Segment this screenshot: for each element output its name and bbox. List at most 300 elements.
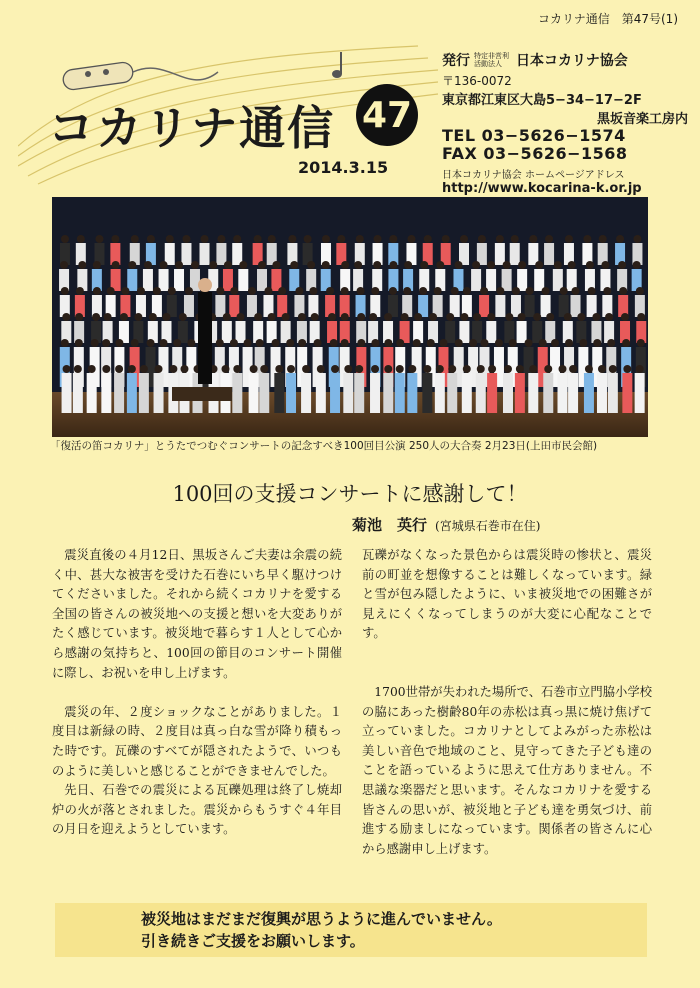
performer-head xyxy=(179,313,187,321)
performer-head xyxy=(496,287,504,295)
performer-head xyxy=(260,365,268,373)
performer-head xyxy=(463,365,471,373)
performer-head xyxy=(374,235,382,243)
performer xyxy=(238,269,248,291)
performer-head xyxy=(121,287,129,295)
performer-head xyxy=(585,365,593,373)
article-byline xyxy=(352,514,540,535)
performer-head xyxy=(93,261,101,269)
performer-head xyxy=(309,287,317,295)
performer xyxy=(154,373,164,413)
performer-head xyxy=(551,339,559,347)
performer-head xyxy=(526,287,534,295)
performer-head xyxy=(92,313,100,321)
performer-head xyxy=(529,365,537,373)
performer-head xyxy=(128,365,136,373)
performer-head xyxy=(140,365,148,373)
performer-head xyxy=(286,339,294,347)
performer-head xyxy=(525,339,533,347)
publisher-homepage-label: 日本コカリナ協会 ホームページアドレス xyxy=(442,170,625,181)
performer-head xyxy=(559,365,567,373)
performer-head xyxy=(384,339,392,347)
performer-head xyxy=(636,287,644,295)
performer xyxy=(159,269,169,291)
performer-head xyxy=(95,235,103,243)
performer-head xyxy=(162,313,170,321)
performer-head xyxy=(131,339,139,347)
performer-head xyxy=(304,235,312,243)
performer-head xyxy=(61,339,69,347)
performer-head xyxy=(451,287,459,295)
performer-head xyxy=(512,287,520,295)
performer-head xyxy=(586,261,594,269)
article-headline: 100回の支援コンサートに感謝して！ xyxy=(172,482,528,506)
performer xyxy=(528,243,538,265)
support-callout xyxy=(55,903,647,957)
performer-head xyxy=(633,261,641,269)
performer-head xyxy=(223,313,231,321)
article-column-right xyxy=(362,546,652,859)
publisher-fax: FAX 03−5626−1568 xyxy=(442,144,628,163)
callout-line: 引き続きご支援をお願いします。 xyxy=(141,932,365,950)
performer xyxy=(101,373,111,413)
performer-head xyxy=(230,287,238,295)
performer-head xyxy=(572,287,580,295)
performer-head xyxy=(384,365,392,373)
performer-head xyxy=(61,235,69,243)
performer xyxy=(184,295,194,317)
performer-head xyxy=(442,235,450,243)
performer-head xyxy=(403,287,411,295)
performer xyxy=(435,373,445,413)
performer-head xyxy=(166,235,174,243)
performer xyxy=(259,373,269,413)
performer-head xyxy=(621,313,629,321)
performer-head xyxy=(128,261,136,269)
performer-head xyxy=(480,287,488,295)
performer-head xyxy=(599,235,607,243)
performer-head xyxy=(74,365,82,373)
performer-head xyxy=(317,365,325,373)
performer-head xyxy=(478,235,486,243)
performer-head xyxy=(427,339,435,347)
performer-head xyxy=(434,287,442,295)
performer-head xyxy=(480,339,488,347)
performer-head xyxy=(414,313,422,321)
performer-head xyxy=(331,365,339,373)
performer xyxy=(274,373,284,413)
performer-head xyxy=(619,287,627,295)
performer-head xyxy=(248,287,256,295)
performer xyxy=(247,295,257,317)
performer-head xyxy=(618,261,626,269)
performer-head xyxy=(598,365,606,373)
performer-head xyxy=(373,261,381,269)
performer-head xyxy=(429,313,437,321)
performer-head xyxy=(533,313,541,321)
performer-head xyxy=(254,313,262,321)
performer xyxy=(486,269,496,291)
performer-head xyxy=(233,235,241,243)
performer xyxy=(597,373,607,413)
performer-head xyxy=(401,313,409,321)
article-column-left xyxy=(52,546,342,840)
performer xyxy=(462,373,472,413)
performer-head xyxy=(396,365,404,373)
performer-head xyxy=(237,313,245,321)
performer-head xyxy=(469,339,477,347)
performer-head xyxy=(609,365,617,373)
performer-head xyxy=(341,261,349,269)
performer-head xyxy=(282,313,290,321)
performer-head xyxy=(322,235,330,243)
performer xyxy=(216,243,226,265)
performer xyxy=(515,373,525,413)
performer-head xyxy=(341,339,349,347)
performer-head xyxy=(560,287,568,295)
kokarina-icon xyxy=(62,61,218,91)
performer-head xyxy=(62,313,70,321)
publisher-url[interactable]: http://www.kocarina-k.or.jp xyxy=(442,181,642,196)
performer-head xyxy=(592,313,600,321)
performer xyxy=(87,373,97,413)
performer xyxy=(232,373,242,413)
performer-head xyxy=(472,261,480,269)
performer-head xyxy=(60,261,68,269)
performer-head xyxy=(341,287,349,295)
performer-head xyxy=(298,313,306,321)
performer-head xyxy=(529,235,537,243)
performer xyxy=(471,269,481,291)
performer xyxy=(568,373,578,413)
performer xyxy=(534,269,544,291)
performer-head xyxy=(322,261,330,269)
performer-head xyxy=(76,287,84,295)
performer-head xyxy=(337,235,345,243)
performer xyxy=(395,373,405,413)
performer-head xyxy=(112,261,120,269)
performer-head xyxy=(107,287,115,295)
performer-head xyxy=(168,287,176,295)
performer xyxy=(622,373,632,413)
performer-head xyxy=(78,261,86,269)
performer xyxy=(543,373,553,413)
performer-head xyxy=(577,313,585,321)
performer-head xyxy=(147,339,155,347)
performer-head xyxy=(153,287,161,295)
performer xyxy=(62,373,72,413)
performer-head xyxy=(88,365,96,373)
performer xyxy=(517,321,527,343)
performer-head xyxy=(404,261,412,269)
performer-head xyxy=(439,339,447,347)
conductor xyxy=(198,292,212,384)
performer-head xyxy=(389,287,397,295)
performer-head xyxy=(389,235,397,243)
publisher-address-detail: 黒坂音楽工房内 xyxy=(596,112,688,127)
performer-head xyxy=(424,235,432,243)
performer-head xyxy=(356,235,364,243)
performer-head xyxy=(355,365,363,373)
performer-head xyxy=(396,339,404,347)
performer-head xyxy=(216,287,224,295)
performer xyxy=(316,373,326,413)
performer-head xyxy=(230,339,238,347)
performer-head xyxy=(539,339,547,347)
performer-head xyxy=(588,287,596,295)
performer xyxy=(477,243,487,265)
performer-head xyxy=(268,313,276,321)
performer xyxy=(525,295,535,317)
performer-head xyxy=(545,235,553,243)
performer-head xyxy=(115,339,123,347)
performer-head xyxy=(371,365,379,373)
performer-head xyxy=(511,235,519,243)
publisher-org-name: 日本コカリナ協会 xyxy=(516,53,628,69)
performer-head xyxy=(419,287,427,295)
performer-head xyxy=(131,235,139,243)
performer-head xyxy=(209,261,217,269)
performer-head xyxy=(185,287,193,295)
performer xyxy=(584,373,594,413)
performer-head xyxy=(287,365,295,373)
performer-head xyxy=(564,313,572,321)
performer xyxy=(476,373,486,413)
performer xyxy=(528,373,538,413)
performer-head xyxy=(509,339,517,347)
performer-head xyxy=(357,339,365,347)
performer-head xyxy=(275,365,283,373)
performer-head xyxy=(149,313,157,321)
author-name: 菊池 英行 xyxy=(352,516,428,534)
performer xyxy=(502,269,512,291)
performer xyxy=(165,243,175,265)
issue-tag: コカリナ通信 第47号(1) xyxy=(537,12,678,26)
performer-head xyxy=(505,313,513,321)
performer-head xyxy=(436,261,444,269)
performer-head xyxy=(217,235,225,243)
performer-head xyxy=(495,339,503,347)
performer-head xyxy=(455,339,463,347)
performer-head xyxy=(268,235,276,243)
performer-head xyxy=(295,287,303,295)
performer-head xyxy=(601,261,609,269)
performer xyxy=(286,373,296,413)
performer-head xyxy=(258,261,266,269)
performer-head xyxy=(155,365,163,373)
performer xyxy=(517,269,527,291)
performer-head xyxy=(341,313,349,321)
author-place: (宮城県石巻市在住) xyxy=(435,519,541,533)
performer-head xyxy=(420,261,428,269)
performer-head xyxy=(173,339,181,347)
issue-number-badge: 47 xyxy=(356,84,418,146)
performer-head xyxy=(233,365,241,373)
performer-head xyxy=(413,339,421,347)
performer-head xyxy=(436,365,444,373)
performer xyxy=(257,269,267,291)
performer-head xyxy=(518,261,526,269)
masthead-title: コカリナ通信 xyxy=(48,101,336,155)
performer xyxy=(544,243,554,265)
performer-head xyxy=(357,287,365,295)
performer xyxy=(510,243,520,265)
performer-head xyxy=(408,365,416,373)
performer-head xyxy=(134,313,142,321)
performer-head xyxy=(182,235,190,243)
performer-head xyxy=(264,287,272,295)
paragraph: 震災の年、２度ショックなことがありました。１度目は新緑の時、２度目は真っ白な雪が降り積もった時です。瓦礫のすべてが隠されたようで、いつものように美しいと感じることができませんでした。 xyxy=(52,704,342,778)
performer-head xyxy=(147,235,155,243)
performer xyxy=(73,373,83,413)
callout-line: 被災地はまだまだ復興が思うように進んでいません。 xyxy=(141,910,502,928)
performer xyxy=(422,373,432,413)
performer xyxy=(495,243,505,265)
performer-head xyxy=(256,339,264,347)
performer-head xyxy=(554,261,562,269)
performer xyxy=(271,269,281,291)
performer-head xyxy=(298,339,306,347)
performer-head xyxy=(569,365,577,373)
performer-head xyxy=(137,287,145,295)
publisher-postal: 〒136-0072 xyxy=(442,74,512,88)
performer xyxy=(447,373,457,413)
performer xyxy=(553,269,563,291)
performer-head xyxy=(583,235,591,243)
performer-head xyxy=(120,313,128,321)
performer-head xyxy=(175,261,183,269)
performer xyxy=(343,373,353,413)
performer-head xyxy=(423,365,431,373)
performer xyxy=(558,373,568,413)
performer-head xyxy=(244,339,252,347)
performer-head xyxy=(357,313,365,321)
performer-head xyxy=(111,235,119,243)
performer-head xyxy=(288,235,296,243)
photo-caption: 「復活の笛コカリナ」とうたでつむぐコンサートの記念すべき100回目公演 250人の大合奏 2月23日(上田市民会館) xyxy=(50,440,598,452)
performer-head xyxy=(328,313,336,321)
performer-head xyxy=(636,365,644,373)
performer-head xyxy=(75,339,83,347)
performer xyxy=(503,373,513,413)
performer-head xyxy=(503,261,511,269)
performer xyxy=(215,295,225,317)
performer-head xyxy=(605,313,613,321)
performer-head xyxy=(160,261,168,269)
performer-head xyxy=(542,287,550,295)
performer-head xyxy=(633,235,641,243)
performer-head xyxy=(290,261,298,269)
performer-head xyxy=(102,339,110,347)
performer-head xyxy=(637,313,645,321)
performer-head xyxy=(384,313,392,321)
performer xyxy=(232,243,242,265)
paragraph: 瓦礫がなくなった景色からは震災時の惨状と、震災前の町並を想像することは難しくなっています。緑と雪が包み隠したように、いま被災地での困難さが見えにくくなってしまうのが大変に心配なことです。 xyxy=(362,548,652,641)
performer-head xyxy=(535,261,543,269)
performer xyxy=(487,373,497,413)
performer-head xyxy=(637,339,645,347)
performer-head xyxy=(488,365,496,373)
performer xyxy=(571,295,581,317)
performer-head xyxy=(144,261,152,269)
publisher-tel: TEL 03−5626−1574 xyxy=(442,126,626,145)
performer-head xyxy=(460,313,468,321)
performer-head xyxy=(169,365,177,373)
conductor-podium xyxy=(172,387,232,401)
performer-head xyxy=(63,365,71,373)
performer xyxy=(330,373,340,413)
performer-head xyxy=(389,261,397,269)
performer-head xyxy=(250,365,258,373)
performer xyxy=(236,321,246,343)
performer-head xyxy=(565,235,573,243)
performer-head xyxy=(93,287,101,295)
performer-head xyxy=(448,365,456,373)
performer-head xyxy=(104,313,112,321)
masthead xyxy=(18,36,438,186)
publisher-label: 発行 xyxy=(442,53,470,69)
performer xyxy=(635,373,645,413)
publisher-address: 東京都江東区大島5−34−17−2F xyxy=(442,93,642,108)
performer-head xyxy=(568,261,576,269)
performer-head xyxy=(579,339,587,347)
paragraph: 1700世帯が失われた場所で、石巻市立門脇小学校の脇にあった樹齢80年の赤松は真っ黒に焼け焦げて立っていました。コカリナとしてよみがった赤松は美しい音色で地域のこと、見守ってきた子ども達のことを語っているように思えて仕方ありません。不思議な楽器だと思います。そんなコカリナを愛する皆さんの思いが、被災地と子ども達を勇気づけ、前進する励ましになっています。関係者の皆さんに心から感謝申し上げます。 xyxy=(362,684,652,856)
performer-head xyxy=(180,365,188,373)
performer-head xyxy=(496,235,504,243)
performer-head xyxy=(311,313,319,321)
paragraph: 先日、石巻での震災による瓦礫処理は終了し焼却炉の火が落とされました。震災からもうすぐ４年目の月日を迎えようとしています。 xyxy=(52,783,342,837)
performer xyxy=(223,269,233,291)
performer-head xyxy=(272,339,280,347)
performer-head xyxy=(454,261,462,269)
performer-head xyxy=(477,365,485,373)
performer-head xyxy=(616,235,624,243)
performer-head xyxy=(565,339,573,347)
performer-head xyxy=(371,287,379,295)
performer-head xyxy=(201,235,209,243)
performer-head xyxy=(622,339,630,347)
performer xyxy=(301,373,311,413)
performer xyxy=(445,321,455,343)
performer xyxy=(229,295,239,317)
performer-head xyxy=(344,365,352,373)
performer-head xyxy=(221,365,229,373)
performer xyxy=(370,373,380,413)
performer-head xyxy=(354,261,362,269)
performer-head xyxy=(278,287,286,295)
performer-head xyxy=(115,365,123,373)
publisher-info xyxy=(442,50,692,196)
performer xyxy=(181,243,191,265)
performer-head xyxy=(272,261,280,269)
performer-head xyxy=(463,287,471,295)
performer xyxy=(486,321,496,343)
performer-head xyxy=(369,313,377,321)
performer-head xyxy=(191,261,199,269)
performer-head xyxy=(504,365,512,373)
performer-head xyxy=(61,287,69,295)
performer xyxy=(608,373,618,413)
concert-photo-illustration xyxy=(52,197,648,437)
performer-head xyxy=(159,339,167,347)
performer-head xyxy=(314,339,322,347)
performer xyxy=(143,269,153,291)
performer-head xyxy=(460,235,468,243)
performer-head xyxy=(330,339,338,347)
performer-head xyxy=(187,339,195,347)
performer-head xyxy=(546,313,554,321)
performer-head xyxy=(516,365,524,373)
